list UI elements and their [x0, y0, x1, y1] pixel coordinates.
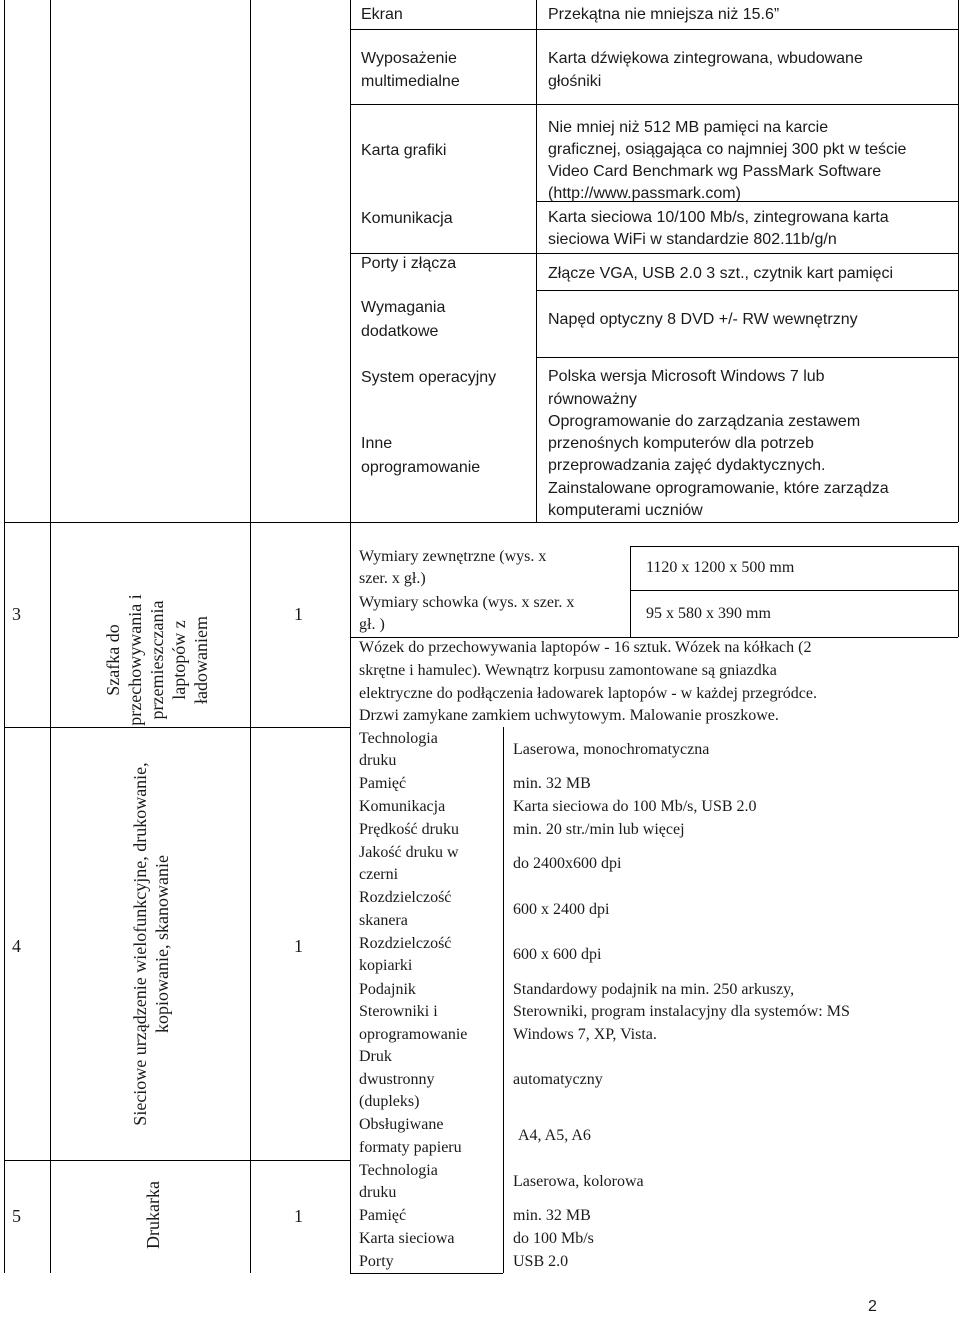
spec-value: Video Card Benchmark wg PassMark Software [548, 163, 882, 180]
item-number: 5 [12, 1206, 21, 1226]
spec-value: Standardowy podajnik na min. 250 arkuszy, [513, 981, 795, 998]
spec-label: Obsługiwane [359, 1116, 444, 1133]
spec-value: graficznej, osiągająca co najmniej 300 pkt w teście [548, 141, 907, 158]
spec-value: 600 x 600 dpi [513, 946, 602, 963]
spec-value: min. 32 MB [513, 1207, 591, 1224]
spec-label: Komunikacja [359, 798, 446, 815]
spec-value: min. 32 MB [513, 775, 591, 792]
spec-label: Jakość druku w [359, 844, 459, 861]
item-name: Drukarka [143, 1181, 163, 1249]
item-number: 3 [12, 604, 21, 624]
spec-label: Karta grafiki [361, 142, 447, 159]
spec-label: formaty papieru [359, 1139, 462, 1156]
spec-value: do 100 Mb/s [513, 1230, 594, 1247]
spec-label: oprogramowanie [359, 1026, 468, 1043]
spec-value: min. 20 str./min lub więcej [513, 821, 685, 838]
spec-label: Technologia [359, 1162, 438, 1179]
spec-label: Pamięć [359, 1207, 407, 1224]
spec-label: dwustronny [359, 1071, 435, 1088]
spec-label: czerni [359, 866, 399, 883]
spec-label: dodatkowe [361, 323, 439, 340]
spec-label: kopiarki [359, 957, 413, 974]
spec-label: oprogramowanie [361, 459, 481, 476]
spec-value: automatyczny [513, 1071, 603, 1088]
spec-label: druku [359, 752, 397, 769]
item-quantity: 1 [294, 604, 303, 624]
item-quantity: 1 [294, 1206, 303, 1226]
spec-label: multimedialne [361, 73, 460, 90]
spec-value: sieciowa WiFi w standardzie 802.11b/g/n [548, 231, 837, 248]
spec-label: System operacyjny [361, 369, 497, 386]
spec-value: Nie mniej niż 512 MB pamięci na karcie [548, 119, 829, 136]
spec-label: Inne [361, 435, 393, 452]
spec-value: (http://www.passmark.com) [548, 185, 741, 202]
item-description: skrętne i hamulec). Wewnątrz korpusu zamontowane są gniazdka [359, 662, 777, 679]
item-description: Drzwi zamykane zamkiem uchwytowym. Malowanie proszkowe. [359, 707, 779, 724]
spec-label: gł. ) [359, 616, 385, 633]
page-number: 2 [868, 1298, 877, 1315]
spec-value: Karta sieciowa 10/100 Mb/s, zintegrowana karta [548, 209, 889, 226]
item-name: Sieciowe urządzenie wielofunkcyjne, drukowanie, kopiowanie, skanowanie [130, 762, 172, 1126]
spec-label: Rozdzielczość [359, 935, 452, 952]
spec-label: Porty i złącza [361, 255, 457, 272]
spec-value: 600 x 2400 dpi [513, 901, 610, 918]
spec-label: Karta sieciowa [359, 1230, 455, 1247]
spec-value: USB 2.0 [513, 1253, 569, 1270]
spec-value: Napęd optyczny 8 DVD +/- RW wewnętrzny [548, 311, 858, 328]
spec-label: Sterowniki i [359, 1003, 438, 1020]
spec-value: Karta dźwiękowa zintegrowana, wbudowane [548, 50, 863, 67]
spec-label: druku [359, 1184, 397, 1201]
item-description: elektryczne do podłączenia ładowarek laptopów - w każdej przegródce. [359, 685, 817, 702]
spec-value: Złącze VGA, USB 2.0 3 szt., czytnik kart pamięci [548, 265, 893, 282]
spec-label: szer. x gł.) [359, 570, 426, 587]
item-name: Szafka do przechowywania i przemieszczania laptopów z ładowaniem [103, 594, 211, 726]
spec-value: przeprowadzania zajęć dydaktycznych. [548, 457, 826, 474]
spec-label: Wymagania [361, 299, 446, 316]
spec-value: Karta sieciowa do 100 Mb/s, USB 2.0 [513, 798, 757, 815]
spec-label: Rozdzielczość [359, 889, 452, 906]
spec-value: 1120 x 1200 x 500 mm [646, 559, 795, 576]
spec-label: Podajnik [359, 981, 416, 998]
spec-value: A4, A5, A6 [518, 1127, 591, 1144]
spec-value: 95 x 580 x 390 mm [646, 605, 771, 622]
spec-label: Druk [359, 1048, 392, 1065]
spec-value: Sterowniki, program instalacyjny dla systemów: MS [513, 1003, 850, 1020]
spec-label: Ekran [361, 6, 403, 23]
spec-value: Przekątna nie mniejsza niż 15.6” [548, 6, 780, 23]
spec-label: Prędkość druku [359, 821, 459, 838]
item-description: Wózek do przechowywania laptopów - 16 sztuk. Wózek na kółkach (2 [359, 639, 812, 656]
spec-value: Oprogramowanie do zarządzania zestawem [548, 413, 861, 430]
spec-label: Wyposażenie [361, 50, 457, 67]
spec-label: Wymiary schowka (wys. x szer. x [359, 594, 575, 611]
spec-value: do 2400x600 dpi [513, 855, 622, 872]
item-number: 4 [12, 936, 21, 956]
item-quantity: 1 [294, 936, 303, 956]
spec-value: Laserowa, monochromatyczna [513, 741, 710, 758]
spec-label: Porty [359, 1253, 394, 1270]
spec-value: Polska wersja Microsoft Windows 7 lub [548, 368, 825, 385]
spec-value: Laserowa, kolorowa [513, 1173, 644, 1190]
spec-value: równoważny [548, 391, 637, 408]
spec-label: Technologia [359, 730, 438, 747]
spec-value: głośniki [548, 73, 602, 90]
spec-value: przenośnych komputerów dla potrzeb [548, 435, 814, 452]
spec-label: Wymiary zewnętrzne (wys. x [359, 548, 547, 565]
spec-label: skanera [359, 912, 408, 929]
spec-label: (dupleks) [359, 1093, 420, 1110]
spec-label: Komunikacja [361, 210, 453, 227]
spec-label: Pamięć [359, 775, 407, 792]
spec-value: komputerami uczniów [548, 502, 703, 519]
spec-value: Zainstalowane oprogramowanie, które zarządza [548, 480, 889, 497]
spec-value: Windows 7, XP, Vista. [513, 1026, 657, 1043]
